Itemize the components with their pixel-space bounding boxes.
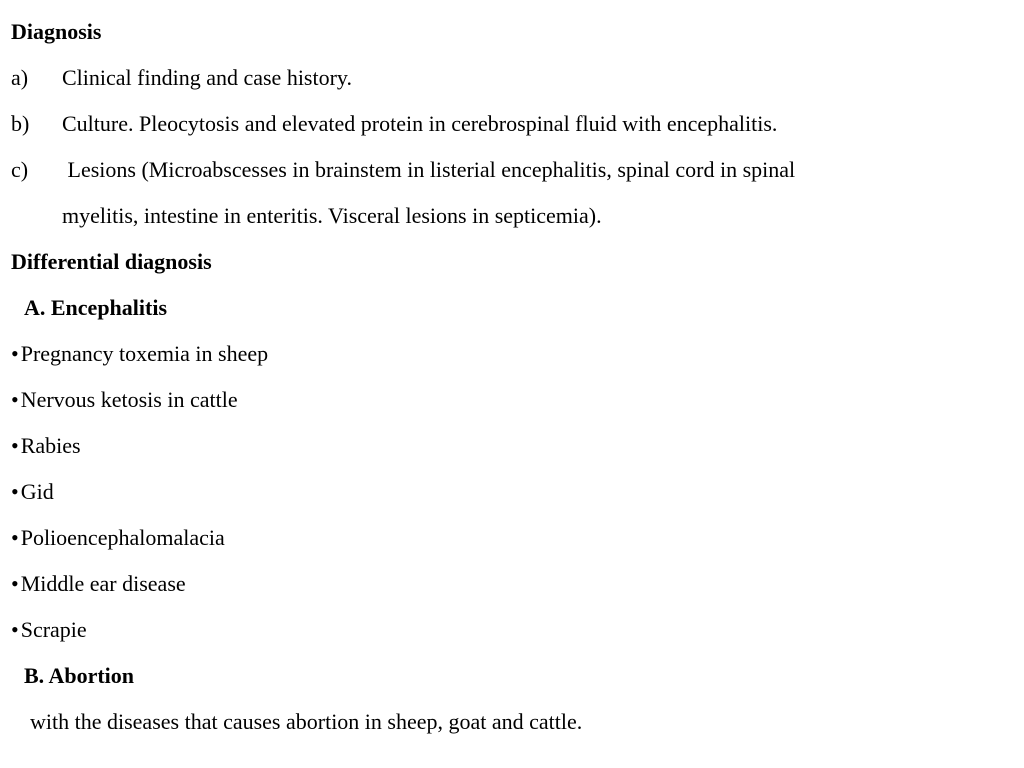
bullet-icon: • bbox=[11, 525, 19, 550]
list-item-text: Scrapie bbox=[20, 617, 87, 642]
diagnosis-item-c-continuation: myelitis, intestine in enteritis. Visceral lesions in septicemia). bbox=[62, 203, 602, 228]
encephalitis-subheading: A. Encephalitis bbox=[24, 295, 168, 320]
bullet-icon: • bbox=[11, 433, 19, 458]
list-item bbox=[11, 525, 225, 551]
bullet-icon: • bbox=[11, 341, 19, 366]
list-item bbox=[11, 387, 238, 413]
list-item-text: Pregnancy toxemia in sheep bbox=[20, 341, 269, 366]
list-item-text: Rabies bbox=[20, 433, 81, 458]
abortion-subheading: B. Abortion bbox=[24, 663, 135, 688]
bullet-icon: • bbox=[11, 479, 19, 504]
list-item bbox=[11, 341, 268, 367]
list-item-text: Middle ear disease bbox=[20, 571, 186, 596]
diagnosis-item-b-marker: b) bbox=[11, 111, 30, 136]
list-item-text: Gid bbox=[20, 479, 54, 504]
list-item bbox=[11, 433, 81, 459]
list-item bbox=[11, 571, 186, 597]
differential-heading: Differential diagnosis bbox=[11, 249, 212, 274]
abortion-text: with the diseases that causes abortion in sheep, goat and cattle. bbox=[30, 709, 583, 734]
list-item-text: Nervous ketosis in cattle bbox=[20, 387, 238, 412]
diagnosis-item-c-marker: c) bbox=[11, 157, 29, 182]
bullet-icon: • bbox=[11, 571, 19, 596]
diagnosis-item-c-text: Lesions (Microabscesses in brainstem in listerial encephalitis, spinal cord in spinal bbox=[62, 157, 796, 182]
list-item-text: Polioencephalomalacia bbox=[20, 525, 225, 550]
diagnosis-item-a-marker: a) bbox=[11, 65, 29, 90]
diagnosis-heading: Diagnosis bbox=[11, 19, 102, 44]
bullet-icon: • bbox=[11, 387, 19, 412]
diagnosis-item-a-text: Clinical finding and case history. bbox=[62, 65, 353, 90]
list-item bbox=[11, 479, 54, 505]
bullet-icon: • bbox=[11, 617, 19, 642]
diagnosis-item-b-text: Culture. Pleocytosis and elevated protein in cerebrospinal fluid with encephalitis. bbox=[62, 111, 778, 136]
list-item bbox=[11, 617, 87, 643]
